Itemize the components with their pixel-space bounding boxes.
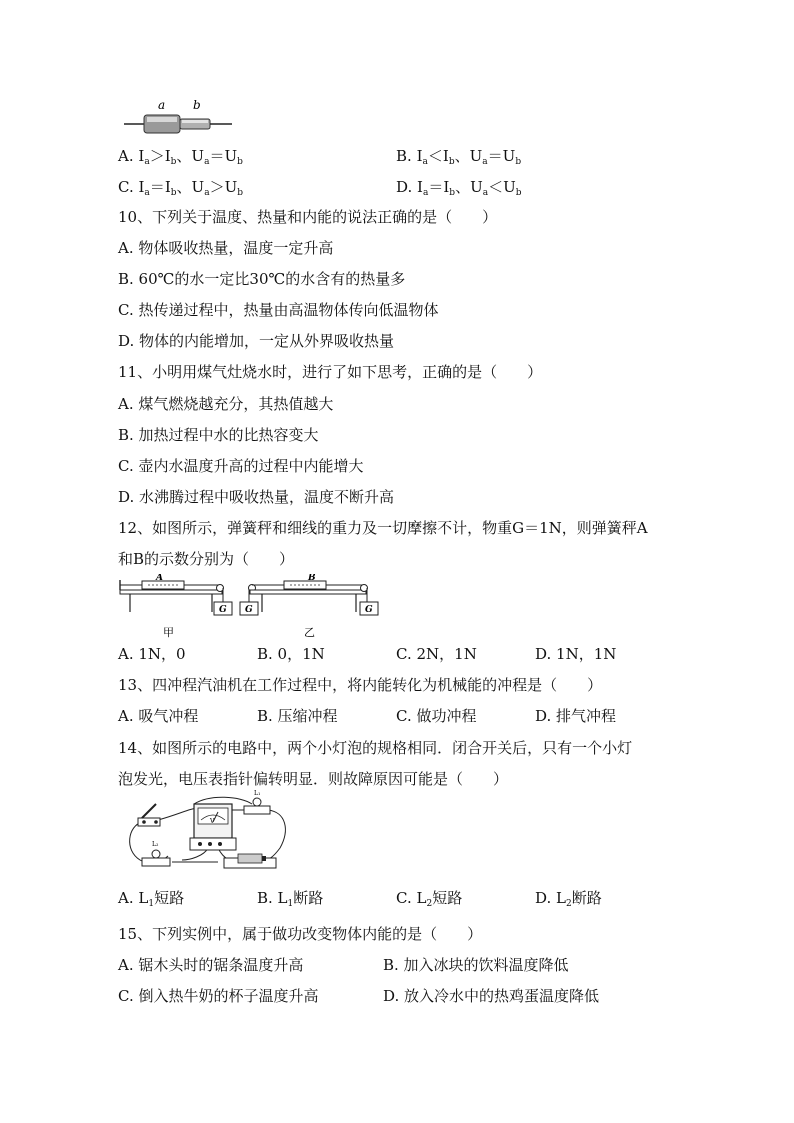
q9-option-d: D. $I_a=I_b$、$U_a<U_b$ <box>396 178 522 198</box>
q9-option-a: A. $I_a>I_b$、$U_a=U_b$ <box>118 147 243 167</box>
q13-stem: 13、四冲程汽油机在工作过程中，将内能转化为机械能的冲程是（ ） <box>118 676 603 694</box>
q12-option-d: D. 1N，1N <box>535 645 617 663</box>
q11-option-c: C. 壶内水温度升高的过程中内能增大 <box>118 457 364 475</box>
weight-g-left: G <box>219 605 227 615</box>
q15-option-d: D. 放入冷水中的热鸡蛋温度降低 <box>383 987 600 1005</box>
q14-option-b: B. $L_1$断路 <box>257 889 324 909</box>
q13-option-c: C. 做功冲程 <box>396 707 477 725</box>
q13-option-a: A. 吸气冲程 <box>118 707 199 725</box>
q10-option-b: B. 60℃的水一定比30℃的水含有的热量多 <box>118 270 406 288</box>
q14-option-d: D. $L_2$断路 <box>535 889 602 909</box>
q13-option-d: D. 排气冲程 <box>535 707 617 725</box>
q13-option-b: B. 压缩冲程 <box>257 707 338 725</box>
q14-stem-line2: 泡发光，电压表指针偏转明显．则故障原因可能是（ ） <box>118 770 509 788</box>
q10-stem: 10、下列关于温度、热量和内能的说法正确的是（ ） <box>118 208 498 226</box>
label-a: a <box>158 98 166 112</box>
q15-option-a: A. 锯木头时的锯条温度升高 <box>118 956 304 974</box>
q15-option-b: B. 加入冰块的饮料温度降低 <box>383 956 569 974</box>
voltmeter-label: V <box>210 818 215 825</box>
q14-stem-line1: 14、如图所示的电路中，两个小灯泡的规格相同．闭合开关后，只有一个小灯 <box>118 739 633 757</box>
q14-option-a: A. $L_1$短路 <box>118 889 185 909</box>
q15-option-c: C. 倒入热牛奶的杯子温度升高 <box>118 987 319 1005</box>
scale-a-label: A <box>156 574 163 583</box>
weight-g-mid: G <box>245 605 253 615</box>
q11-option-d: D. 水沸腾过程中吸收热量，温度不断升高 <box>118 488 395 506</box>
q11-option-a: A. 煤气燃烧越充分，其热值越大 <box>118 395 334 413</box>
circuit-figure <box>120 790 300 876</box>
q10-option-a: A. 物体吸收热量，温度一定升高 <box>118 239 334 257</box>
q12-option-b: B. 0，1N <box>257 645 325 663</box>
q10-option-d: D. 物体的内能增加，一定从外界吸收热量 <box>118 332 395 350</box>
q11-option-b: B. 加热过程中水的比热容变大 <box>118 426 319 444</box>
q15-stem: 15、下列实例中，属于做功改变物体内能的是（ ） <box>118 925 483 943</box>
q14-option-c: C. $L_2$短路 <box>396 889 463 909</box>
q12-option-c: C. 2N，1N <box>396 645 477 663</box>
label-b: b <box>193 98 201 112</box>
spring-scale-figure <box>118 574 388 640</box>
q11-stem: 11、小明用煤气灶烧水时，进行了如下思考，正确的是（ ） <box>118 363 543 381</box>
lamp-l1-label: L₁ <box>254 790 261 797</box>
q12-stem-line1: 12、如图所示，弹簧秤和细线的重力及一切摩擦不计，物重G＝1N，则弹簧秤A <box>118 519 648 537</box>
q12-stem-line2: 和B的示数分别为（ ） <box>118 550 295 568</box>
caption-yi: 乙 <box>304 626 315 639</box>
q10-option-c: C. 热传递过程中，热量由高温物体传向低温物体 <box>118 301 439 319</box>
q12-option-a: A. 1N，0 <box>118 645 186 663</box>
conductor-figure <box>120 95 240 140</box>
lamp-l2-label: L₂ <box>152 841 159 848</box>
q9-option-b: B. $I_a<I_b$、$U_a=U_b$ <box>396 147 522 167</box>
q9-option-c: C. $I_a=I_b$、$U_a>U_b$ <box>118 178 243 198</box>
caption-jia: 甲 <box>163 626 174 639</box>
weight-g-right: G <box>365 605 373 615</box>
scale-b-label: B <box>308 574 316 583</box>
